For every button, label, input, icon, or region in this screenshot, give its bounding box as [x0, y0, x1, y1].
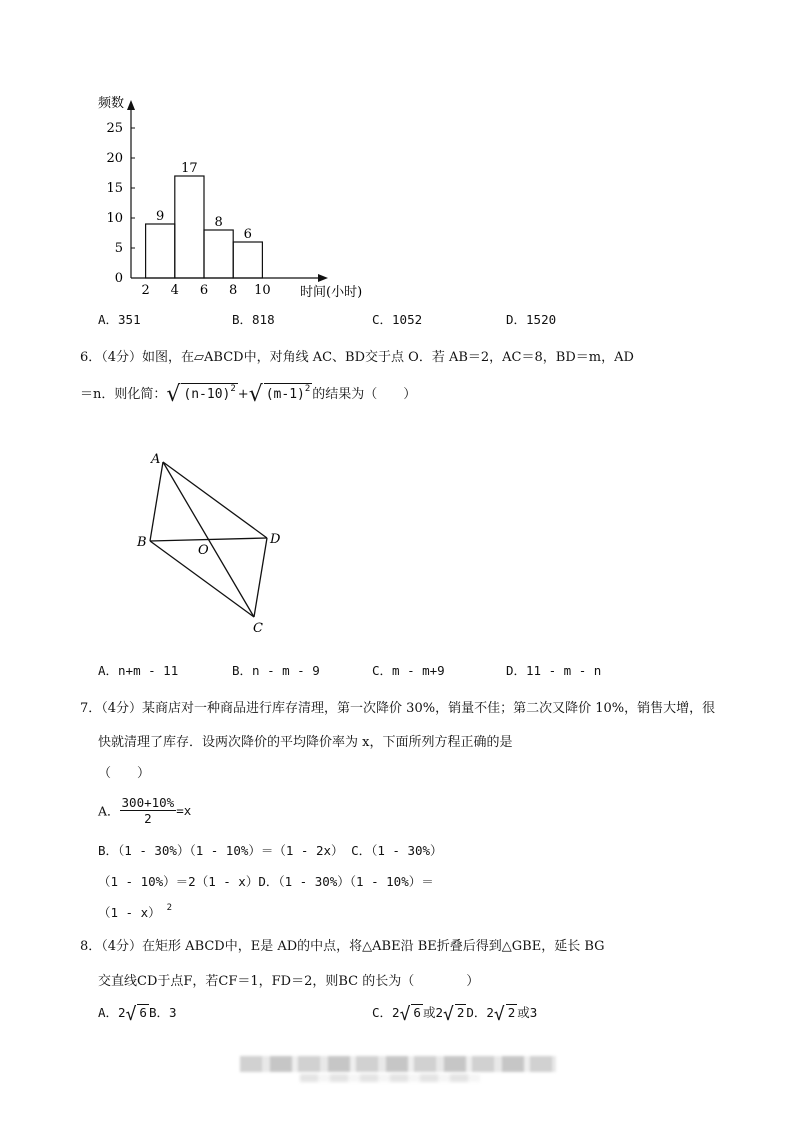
q6-exponent-2: 2	[304, 384, 311, 394]
q7-option-c-line[interactable]: （1 - 10%）＝2（1 - x）D．（1 - 30%）（1 - 10%）＝	[98, 874, 434, 889]
x-tick-label: 8	[229, 283, 238, 298]
q8-option-c-mid: 或2	[422, 1005, 443, 1020]
q6-prefix: ＝n．则化简：	[80, 387, 167, 402]
y-tick-label: 25	[106, 121, 123, 136]
histogram-bar	[146, 224, 175, 278]
y-tick-label: 15	[106, 181, 123, 196]
sqrt-icon: √	[442, 1004, 454, 1025]
q8-option-b: B．3	[148, 1005, 177, 1020]
x-tick-label: 10	[254, 283, 271, 298]
q7-option-d-text: （1 - x）	[98, 905, 161, 920]
histogram-bar	[175, 176, 204, 278]
x-tick-label: 2	[141, 283, 150, 298]
q7-stem-line2: 快就清理了库存．设两次降价的平均降价率为 x，下面所列方程正确的是	[98, 735, 513, 750]
y-axis-label: 频数	[98, 96, 125, 111]
q6-option-d[interactable]: D．11 - m - n	[506, 663, 602, 678]
y-tick-label: 5	[114, 241, 123, 256]
q7-option-d-exponent: 2	[166, 903, 173, 913]
q8-option-c-prefix: C．2	[372, 1005, 400, 1020]
q7-option-a[interactable]	[98, 795, 191, 826]
x-tick-label: 6	[199, 283, 209, 298]
blurred-watermark-sub	[300, 1074, 480, 1082]
side-ab	[150, 462, 163, 541]
q7-option-a-label: A．	[98, 803, 120, 819]
histogram-bar	[233, 242, 262, 278]
x-axis-arrow	[318, 274, 328, 282]
q6-plus: +	[237, 387, 249, 402]
sqrt-icon: √	[493, 1004, 505, 1025]
q8-option-a-radicand: 6	[139, 1005, 147, 1020]
q6-stem-line1: 6．（4分）如图，在▱ABCD中，对角线 AC、BD交于点 O．若 AB＝2，AC＝8，BD＝m，AD	[80, 350, 634, 365]
q8-option-d-radicand: 2	[507, 1005, 516, 1020]
q6-exponent-1: 2	[230, 384, 236, 394]
x-tick-label: 4	[170, 283, 179, 298]
bar-data-label: 17	[181, 161, 198, 176]
q8-option-a-prefix: A．2	[98, 1005, 126, 1020]
q8-option-c-radicand-2: 2	[456, 1005, 465, 1020]
blurred-watermark	[240, 1056, 556, 1072]
label-a: A	[151, 452, 161, 467]
q7-numerator: 300+10%	[121, 795, 175, 810]
frequency-histogram	[0, 0, 794, 310]
q7-answer-paren: （ ）	[98, 766, 151, 781]
q5-option-d[interactable]: D．1520	[506, 312, 557, 327]
bar-data-label: 9	[156, 209, 165, 224]
label-o: O	[198, 543, 209, 558]
label-d: D	[270, 532, 281, 547]
histogram-bar	[204, 230, 233, 278]
q6-option-a[interactable]: A．n+m - 11	[98, 663, 179, 678]
q8-stem-line2: 交直线CD于点F，若CF＝1，FD＝2，则BC 的长为（ ）	[98, 974, 480, 989]
sqrt-icon: √	[248, 382, 263, 407]
q7-option-b-line[interactable]: B．（1 - 30%）（1 - 10%）＝（1 - 2x） C．（1 - 30%）	[98, 843, 443, 858]
q8-option-c-radicand-1: 6	[413, 1005, 421, 1020]
q8-option-d-prefix: D．2	[466, 1005, 494, 1020]
q6-option-c[interactable]: C．m - m+9	[372, 663, 445, 678]
q6-radicand-1	[181, 383, 237, 402]
y-tick-label: 20	[106, 151, 123, 166]
side-da	[163, 462, 267, 538]
q5-option-c[interactable]: C．1052	[372, 312, 423, 327]
q6-radicand-1-text: (n-10)	[183, 387, 231, 402]
label-c: C	[253, 621, 263, 636]
q6-suffix: 的结果为（ ）	[312, 387, 417, 402]
q6-radicand-2-text: (m-1)	[265, 387, 305, 402]
side-cd	[254, 538, 267, 617]
q7-option-d-line[interactable]	[98, 903, 172, 921]
bar-data-label: 6	[243, 227, 252, 242]
y-tick-label: 10	[106, 211, 123, 226]
x-axis-label: 时间(小时)	[300, 285, 363, 300]
q6-option-b[interactable]: B．n - m - 9	[232, 663, 320, 678]
q7-denominator: 2	[144, 811, 152, 826]
sqrt-icon: √	[166, 382, 181, 407]
q6-stem-line2	[80, 382, 416, 407]
sqrt-icon: √	[399, 1004, 411, 1025]
q7-option-a-fraction	[120, 795, 177, 826]
q8-option-cd[interactable]	[372, 1003, 537, 1025]
q8-stem-line1: 8．（4分）在矩形 ABCD中，E是 AD的中点，将△ABE沿 BE折叠后得到△GBE，延长 BG	[80, 939, 605, 954]
q6-radicand-2	[264, 383, 313, 402]
q7-stem-line1: 7．（4分）某商店对一种商品进行库存清理，第一次降价 30%，销量不佳；第二次又降价 10%，销售大增，很	[80, 701, 716, 716]
q8-option-ab[interactable]	[98, 1003, 177, 1025]
bar-data-label: 8	[214, 215, 223, 230]
y-tick-label: 0	[114, 271, 123, 286]
q7-option-a-rhs: =x	[176, 803, 192, 818]
label-b: B	[137, 535, 147, 550]
y-axis-arrow	[127, 100, 135, 110]
q5-option-a[interactable]: A．351	[98, 312, 141, 327]
parallelogram-figure	[130, 445, 300, 640]
sqrt-icon: √	[125, 1004, 137, 1025]
q5-option-b[interactable]: B．818	[232, 312, 275, 327]
q8-option-d-suffix: 或3	[517, 1005, 538, 1020]
